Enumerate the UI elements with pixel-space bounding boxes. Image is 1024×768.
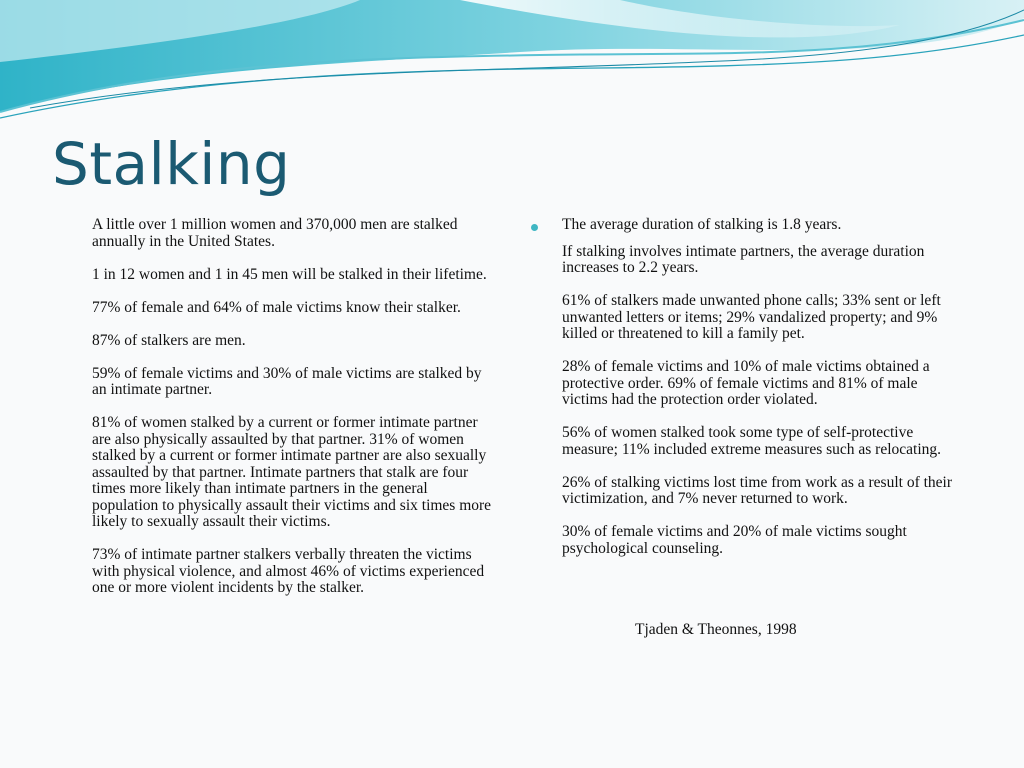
left-paragraph: 87% of stalkers are men. bbox=[92, 331, 246, 349]
left-paragraph: 73% of intimate partner stalkers verbally threaten the victims with physical violence, and almost 46% of victims experienced one or more violent incidents by the stalker. bbox=[92, 546, 485, 596]
header-wave-decoration bbox=[0, 0, 1024, 130]
left-paragraph: A little over 1 million women and 370,000 men are stalked annually in the United States. bbox=[92, 216, 458, 250]
right-paragraph: 30% of female victims and 20% of male victims sought psychological counseling. bbox=[562, 523, 907, 557]
left-paragraph: 77% of female and 64% of male victims know their stalker. bbox=[92, 298, 461, 316]
left-text-column bbox=[92, 217, 492, 613]
right-paragraph: 26% of stalking victims lost time from work as a result of their victimization, and 7% never returned to work. bbox=[562, 473, 953, 507]
right-text-column bbox=[562, 217, 967, 574]
left-paragraph: 81% of women stalked by a current or former intimate partner are also physically assaulted by that partner. 31% of women stalked by a current or former intimate partner are also sexually assaulted by that partner. Intimate partners that stalk are four times more likely than intimate partners in the general population to physically assault their victims and six times more likely to sexually assault their victims. bbox=[92, 414, 492, 530]
right-paragraph: The average duration of stalking is 1.8 years. bbox=[562, 216, 842, 233]
right-paragraph: If stalking involves intimate partners, the average duration increases to 2.2 years. bbox=[562, 242, 925, 276]
right-paragraph: 61% of stalkers made unwanted phone calls; 33% sent or left unwanted letters or items; 29% vandalized property; and 9% killed or threatened to kill a family pet. bbox=[562, 292, 941, 342]
right-paragraph: 56% of women stalked took some type of self-protective measure; 11% included extreme measures such as relocating. bbox=[562, 424, 942, 458]
right-paragraph: 28% of female victims and 10% of male victims obtained a protective order. 69% of female victims and 81% of male victims had the protection order violated. bbox=[562, 358, 930, 408]
citation: Tjaden & Theonnes, 1998 bbox=[635, 621, 797, 638]
left-paragraph: 59% of female victims and 30% of male victims are stalked by an intimate partner. bbox=[92, 364, 482, 398]
bullet-dot-icon bbox=[531, 224, 538, 231]
left-paragraph: 1 in 12 women and 1 in 45 men will be stalked in their lifetime. bbox=[92, 265, 487, 283]
slide-title: Stalking bbox=[52, 130, 291, 198]
